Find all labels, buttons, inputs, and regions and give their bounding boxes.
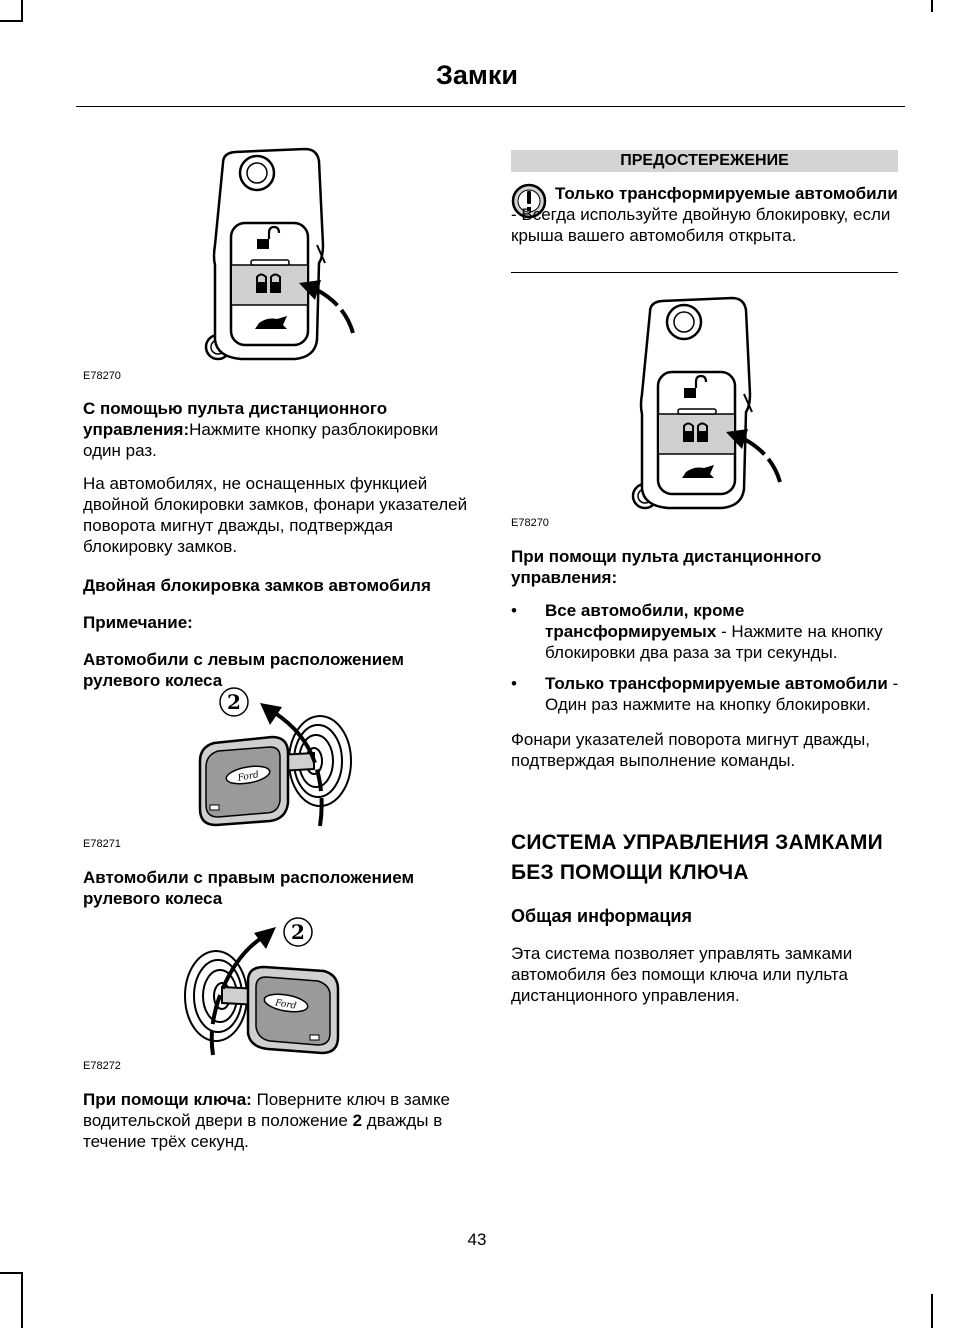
list-item: • Только трансформируемые автомобили - Один раз нажмите на кнопку блокировки. <box>511 674 899 714</box>
rhd-heading: Автомобили с правым расположением рулевого колеса <box>83 868 415 908</box>
press-arrow <box>744 439 780 482</box>
remote-fob-illustration <box>195 145 370 365</box>
key-rhd-illustration <box>178 913 348 1058</box>
crop-mark <box>931 1294 933 1328</box>
lock-button-highlight <box>232 265 307 305</box>
section-title: СИСТЕМА УПРАВЛЕНИЯ ЗАМКАМИ БЕЗ ПОМОЩИ КЛЮЧА <box>511 831 883 884</box>
lock-button-highlight <box>659 414 734 454</box>
warning-title: ПРЕДОСТЕРЕЖЕНИЕ <box>511 150 898 172</box>
remote-heading: С помощью пульта дистанционного управления: <box>83 399 388 439</box>
crop-mark <box>931 0 933 12</box>
note-heading: Примечание: <box>83 613 193 632</box>
confirm-text: Фонари указателей поворота мигнут дважды, подтверждая выполнение команды. <box>511 730 870 770</box>
warning-rule <box>511 272 898 273</box>
title-rule <box>76 106 905 107</box>
press-arrow <box>317 290 353 333</box>
position-marker: 2 <box>291 920 305 944</box>
remote-instruction <box>83 398 475 461</box>
bullet-dot: • <box>511 601 517 620</box>
key-brand-logo: Ford <box>237 770 260 784</box>
lhd-heading: Автомобили с левым расположением рулевого колеса <box>83 650 404 690</box>
crop-mark <box>0 20 23 22</box>
general-heading: Общая информация <box>511 906 692 926</box>
key-lhd-illustration <box>190 683 360 830</box>
remote-text: Нажмите кнопку разблокировки один раз. <box>83 420 439 460</box>
no-double-lock-text: На автомобилях, не оснащенных функцией двойной блокировки замков, фонари указателей поворота мигнут дважды, подтверждая блокировку замков. <box>83 474 468 556</box>
remote-fob-illustration <box>622 294 797 514</box>
page-title: Замки <box>435 60 518 90</box>
warning-text-block <box>511 183 898 246</box>
general-text: Эта система позволяет управлять замками автомобиля без помощи ключа или пульта дистанционного управления. <box>511 944 853 1005</box>
warning-bold: Только трансформируемые автомобили <box>555 184 898 203</box>
crop-mark <box>21 0 23 20</box>
crop-mark <box>21 1272 23 1328</box>
position-marker: 2 <box>227 690 241 714</box>
figure-code: E78272 <box>83 1060 121 1072</box>
double-lock-heading: Двойная блокировка замков автомобиля <box>83 576 431 595</box>
figure-code: E78271 <box>83 838 121 850</box>
bullet-dot: • <box>511 674 517 693</box>
crop-mark <box>0 1272 23 1274</box>
page-number: 43 <box>467 1230 487 1249</box>
remote-heading: При помощи пульта дистанционного управления: <box>511 547 822 587</box>
figure-code: E78270 <box>83 370 121 382</box>
key-brand-logo: Ford <box>274 998 297 1012</box>
figure-code: E78270 <box>511 517 549 529</box>
key-instruction: При помощи ключа: Поверните ключ в замке водительской двери в положение 2 дважды в течение трёх секунд. <box>83 1090 450 1151</box>
warning-text: - Всегда используйте двойную блокировку, если крыша вашего автомобиля открыта. <box>511 205 891 245</box>
list-item: • Все автомобили, кроме трансформируемых - Нажмите на кнопку блокировки два раза за три секунды. <box>511 601 883 662</box>
